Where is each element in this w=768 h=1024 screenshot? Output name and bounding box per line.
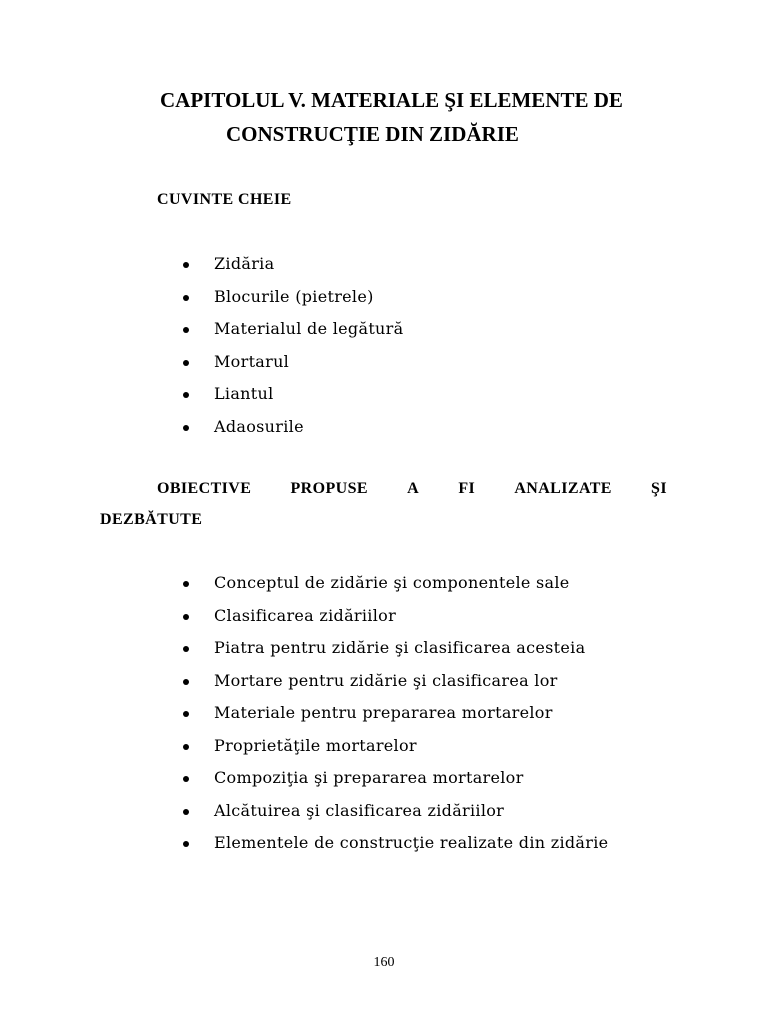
bullet-icon <box>183 744 189 750</box>
list-item-text: Materialul de legătură <box>214 319 404 338</box>
list-item-text: Materiale pentru prepararea mortarelor <box>214 703 553 722</box>
list-item-text: Proprietăţile mortarelor <box>214 735 417 755</box>
bullet-icon <box>183 425 189 431</box>
objectives-heading-word: PROPUSE <box>290 480 368 497</box>
bullet-icon <box>183 360 189 366</box>
objectives-heading <box>157 481 667 497</box>
list-item-text: Liantul <box>214 384 274 403</box>
list-item-text: Conceptul de zidărie şi componentele sale <box>214 573 570 592</box>
list-item-text: Elementele de construcţie realizate din zidărie <box>214 833 609 852</box>
bullet-icon <box>183 841 189 847</box>
bullet-icon <box>183 776 189 782</box>
list-item-text: Alcătuirea şi clasificarea zidăriilor <box>214 800 505 820</box>
list-item-text: Zidăria <box>214 254 275 273</box>
list-item-text: Blocurile (pietrele) <box>214 286 374 306</box>
bullet-icon <box>183 392 189 398</box>
objectives-heading-word: FI <box>458 480 476 497</box>
bullet-icon <box>183 262 189 268</box>
objectives-heading-word: ŞI <box>651 480 667 497</box>
bullet-icon <box>183 646 189 652</box>
bullet-icon <box>183 295 189 301</box>
list-item-text: Mortarul <box>214 351 290 371</box>
objectives-heading-continuation: DEZBĂTUTE <box>100 511 203 528</box>
bullet-icon <box>183 809 189 815</box>
bullet-icon <box>183 614 189 620</box>
list-item-text: Piatra pentru zidărie şi clasificarea acesteia <box>214 638 586 657</box>
bullet-icon <box>183 581 189 587</box>
objectives-heading-word: OBIECTIVE <box>157 480 252 497</box>
list-item-text: Compoziţia şi prepararea mortarelor <box>214 768 524 787</box>
chapter-title-line-2: CONSTRUCŢIE DIN ZIDĂRIE <box>226 122 519 146</box>
bullet-icon <box>183 327 189 333</box>
keywords-heading: CUVINTE CHEIE <box>157 191 292 208</box>
list-item-text: Mortare pentru zidărie şi clasificarea lor <box>214 670 558 690</box>
list-item-text: Adaosurile <box>214 416 304 436</box>
bullet-icon <box>183 679 189 685</box>
objectives-heading-word: ANALIZATE <box>514 480 612 497</box>
page-number: 160 <box>373 955 395 970</box>
chapter-title-line-1: CAPITOLUL V. MATERIALE ŞI ELEMENTE DE <box>160 88 623 112</box>
objectives-heading-word: A <box>407 480 420 497</box>
list-item-text: Clasificarea zidăriilor <box>214 605 397 625</box>
bullet-icon <box>183 711 189 717</box>
